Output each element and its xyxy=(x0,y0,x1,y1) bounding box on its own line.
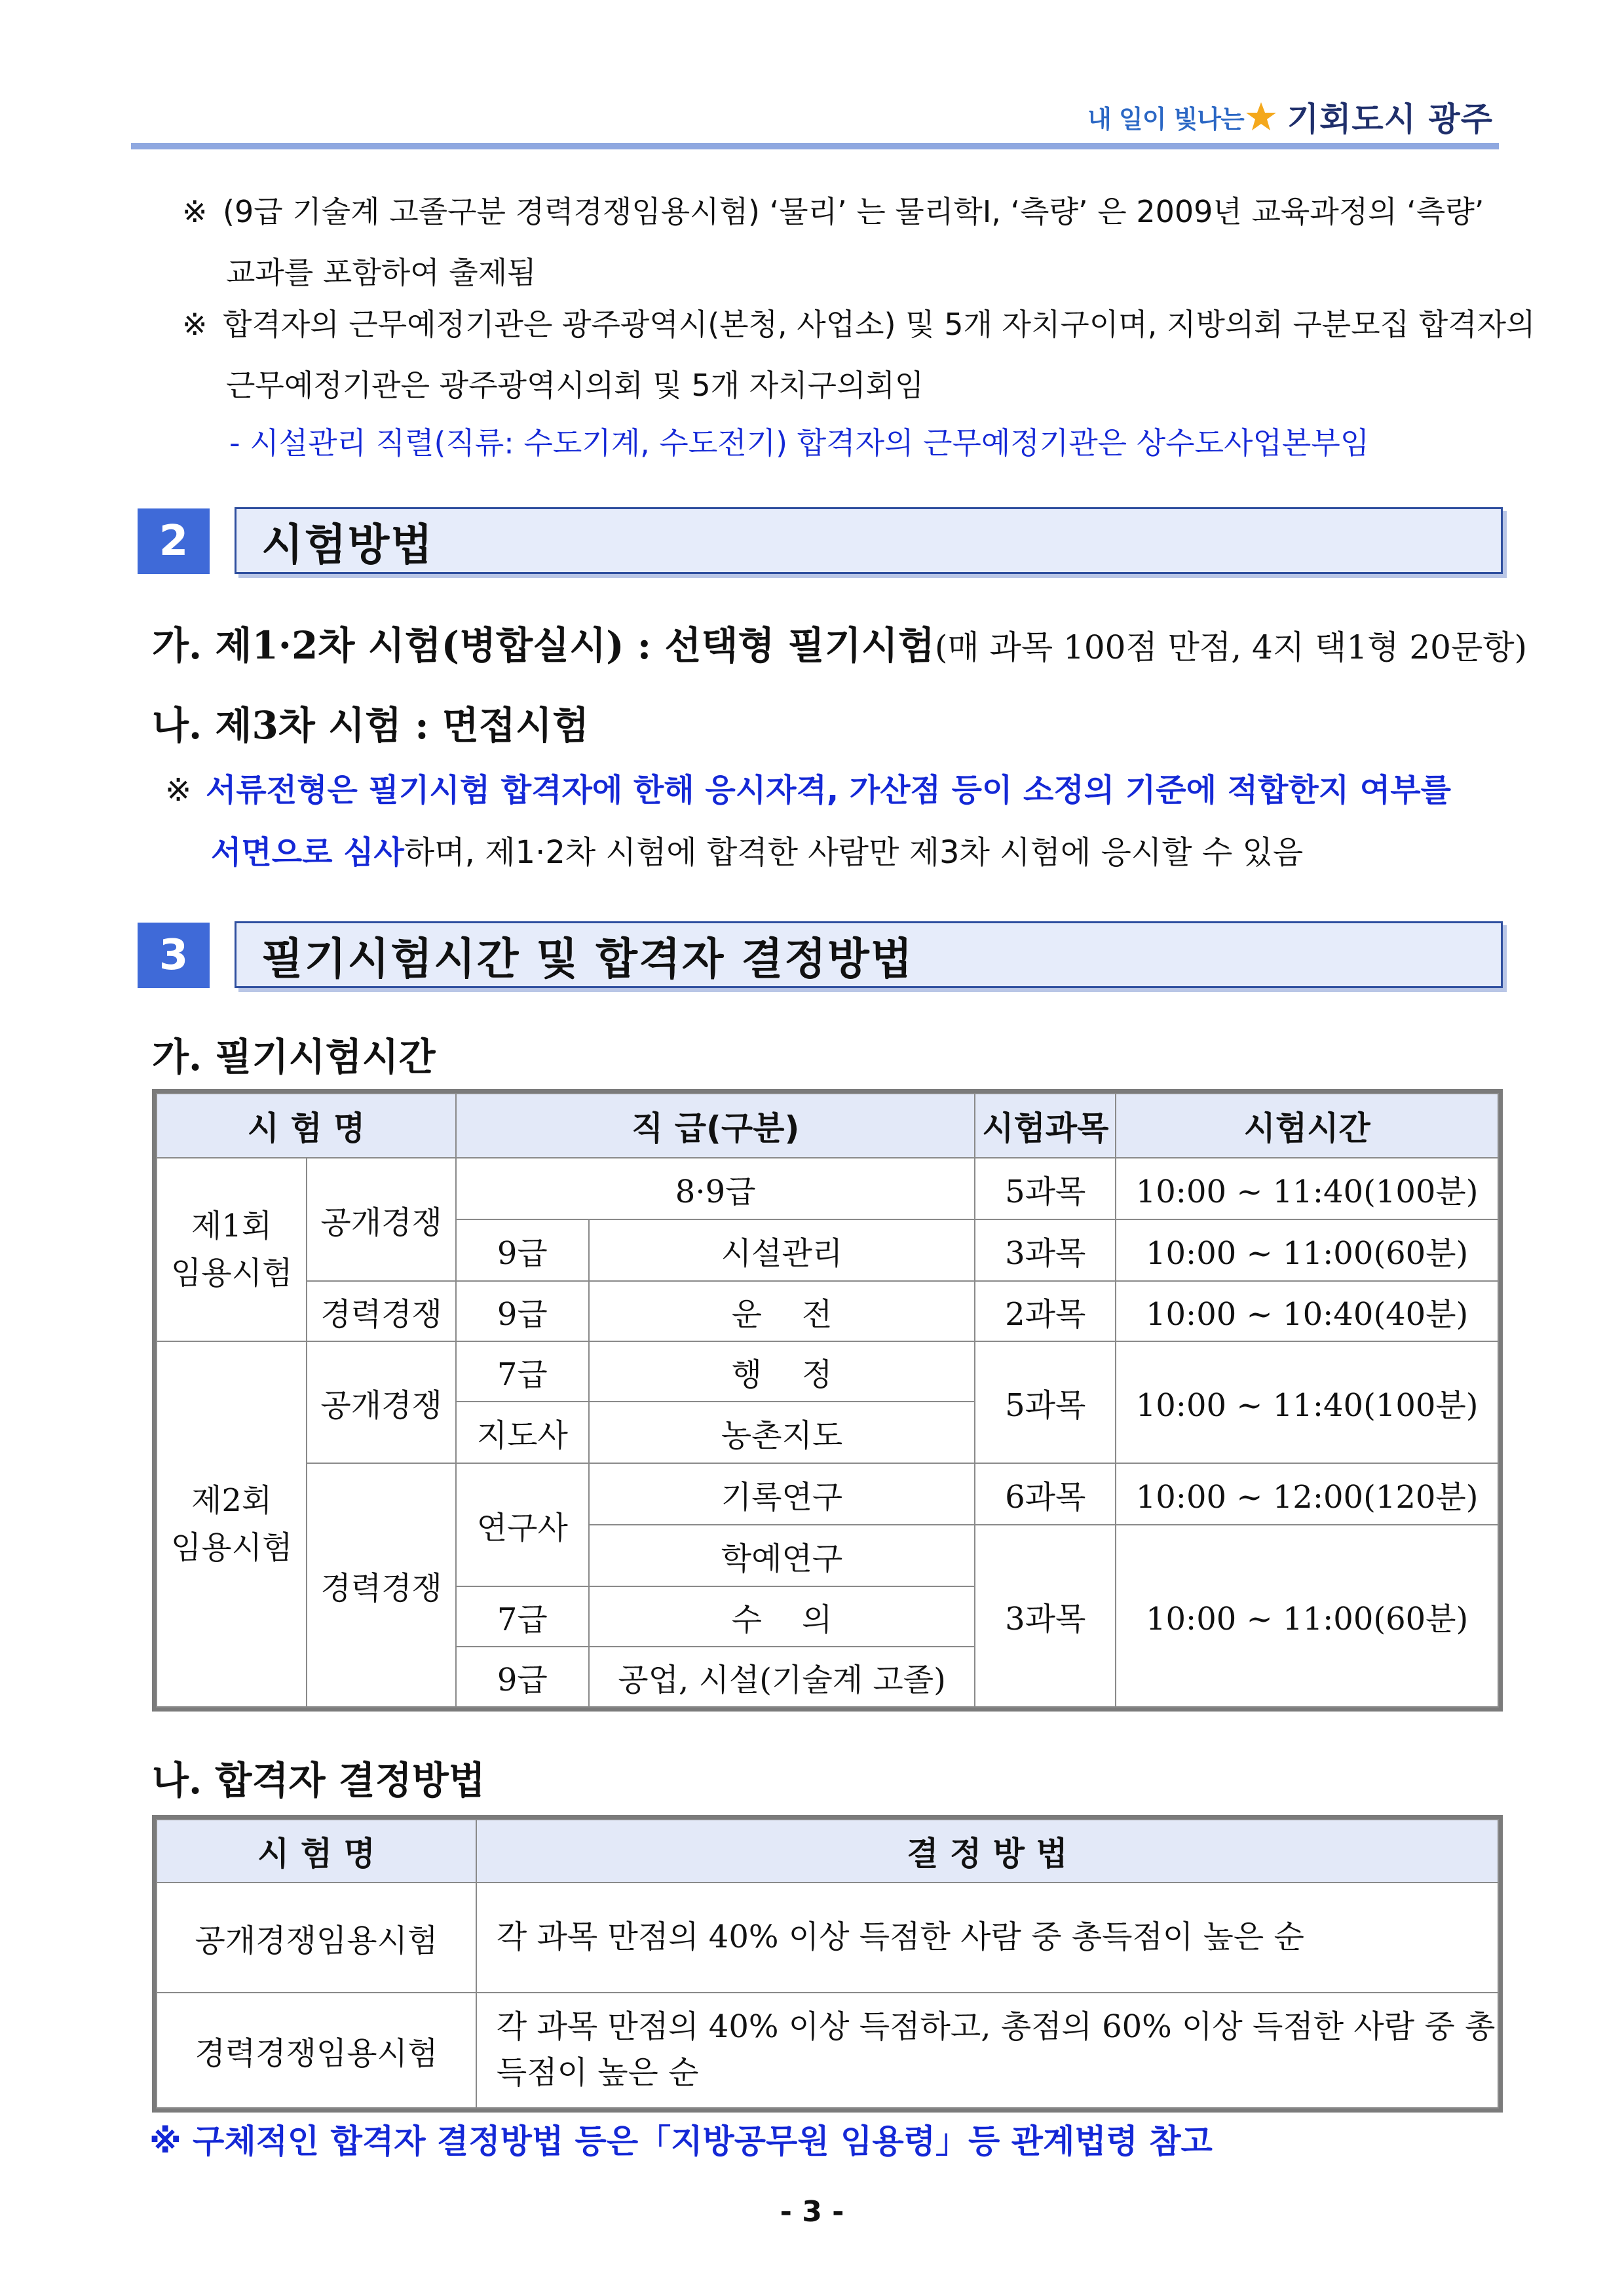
method-item-a-detail: (매 과목 100점 만점, 4지 택1형 20문항) xyxy=(934,628,1528,666)
table-header-row xyxy=(157,1094,1498,1158)
page-number: - 3 - xyxy=(780,2195,844,2229)
field-cell: 공업, 시설(기술계 고졸) xyxy=(589,1647,975,1707)
header-exam: 시 험 명 xyxy=(157,1094,456,1158)
note-mark: ※ xyxy=(165,772,192,809)
exam-round-1: 제1회 임용시험 xyxy=(157,1158,307,1341)
type-career: 경력경쟁 xyxy=(307,1281,456,1341)
grade-cell: 연구사 xyxy=(456,1463,589,1586)
field-cell: 행 정 xyxy=(589,1341,975,1402)
header-grade: 직 급(구분) xyxy=(456,1094,975,1158)
note-2-line-1: 합격자의 근무예정기관은 광주광역시(본청, 사업소) 및 5개 자치구이며, 지방의회 구분모집 합격자의 xyxy=(223,307,1536,342)
time-cell: 10:00 ~ 12:00(120분) xyxy=(1116,1463,1498,1525)
note-2-line-2: 근무예정기관은 광주광역시의회 및 5개 자치구의회임 xyxy=(226,368,924,403)
field-cell: 수 의 xyxy=(589,1586,975,1647)
method-note-highlight: 서면으로 심사 xyxy=(211,834,404,871)
header-time: 시험시간 xyxy=(1116,1094,1498,1158)
note-1 xyxy=(182,194,1484,229)
section-3-heading xyxy=(235,921,1503,988)
time-cell: 10:00 ~ 11:40(100분) xyxy=(1116,1341,1498,1463)
note-1-line-1: (9급 기술계 고졸구분 경력경쟁임용시험) ‘물리’ 는 물리학Ⅰ, ‘측량’ 은 2009년 교육과정의 ‘측량’ xyxy=(223,194,1484,229)
table-header-row xyxy=(157,1820,1498,1883)
grade-cell: 9급 xyxy=(456,1219,589,1281)
time-cell: 10:00 ~ 11:00(60분) xyxy=(1116,1525,1498,1707)
exam-round-2: 제2회 임용시험 xyxy=(157,1341,307,1707)
field-cell: 운 전 xyxy=(589,1281,975,1341)
section-3-title: 필기시험시간 및 합격자 결정방법 xyxy=(261,933,914,984)
table-row xyxy=(157,1463,1498,1525)
method-item-a-main: 가. 제1·2차 시험(병합실시) : 선택형 필기시험 xyxy=(152,623,935,668)
sub-heading-b: 나. 합격자 결정방법 xyxy=(152,1758,485,1803)
logo-city: 기회도시 광주 xyxy=(1287,100,1493,138)
exam-cell: 경력경쟁임용시험 xyxy=(157,1993,476,2108)
method-item-a xyxy=(152,615,1527,670)
section-2-heading xyxy=(235,507,1503,574)
exam-time-table xyxy=(156,1093,1499,1708)
method-cell: 각 과목 만점의 40% 이상 득점한 사람 중 총득점이 높은 순 xyxy=(476,1883,1498,1993)
grade-cell: 7급 xyxy=(456,1586,589,1647)
method-item-b: 나. 제3차 시험 : 면접시험 xyxy=(152,703,589,748)
subjects-cell: 5과목 xyxy=(975,1158,1116,1219)
subjects-cell: 6과목 xyxy=(975,1463,1116,1525)
grade-cell: 지도사 xyxy=(456,1402,589,1463)
table-row xyxy=(157,1281,1498,1341)
grade-cell: 7급 xyxy=(456,1341,589,1402)
header-subjects: 시험과목 xyxy=(975,1094,1116,1158)
method-cell: 각 과목 만점의 40% 이상 득점하고, 총점의 60% 이상 득점한 사람 중 총득점이 높은 순 xyxy=(476,1993,1498,2108)
time-cell: 10:00 ~ 11:00(60분) xyxy=(1116,1219,1498,1281)
sub-heading-a: 가. 필기시험시간 xyxy=(152,1035,436,1079)
section-2-number: 2 xyxy=(138,508,210,574)
grade-cell: 8·9급 xyxy=(456,1158,975,1219)
field-cell: 학예연구 xyxy=(589,1525,975,1586)
table-row xyxy=(157,1993,1498,2108)
subjects-cell: 2과목 xyxy=(975,1281,1116,1341)
field-cell: 시설관리 xyxy=(589,1219,975,1281)
subjects-cell: 5과목 xyxy=(975,1341,1116,1463)
table-row xyxy=(157,1883,1498,1993)
subjects-cell: 3과목 xyxy=(975,1525,1116,1707)
header-method: 결 정 방 법 xyxy=(476,1820,1498,1883)
method-note-line-2 xyxy=(211,827,1303,872)
type-career: 경력경쟁 xyxy=(307,1463,456,1707)
note-1-line-2: 교과를 포함하여 출제됨 xyxy=(226,255,537,290)
section-3-number: 3 xyxy=(138,923,210,988)
time-cell: 10:00 ~ 10:40(40분) xyxy=(1116,1281,1498,1341)
method-note-rest: 하며, 제1·2차 시험에 합격한 사람만 제3차 시험에 응시할 수 있음 xyxy=(404,834,1304,871)
time-cell: 10:00 ~ 11:40(100분) xyxy=(1116,1158,1498,1219)
note-3: - 시설관리 직렬(직류: 수도기계, 수도전기) 합격자의 근무예정기관은 상수도사업본부임 xyxy=(229,425,1370,461)
type-open: 공개경쟁 xyxy=(307,1158,456,1281)
decision-method-table xyxy=(156,1819,1499,2109)
header-rule xyxy=(131,143,1499,149)
table-row xyxy=(157,1158,1498,1219)
exam-cell: 공개경쟁임용시험 xyxy=(157,1883,476,1993)
method-note-line-1: 서류전형은 필기시험 합격자에 한해 응시자격, 가산점 등이 소정의 기준에 적합한지 여부를 xyxy=(206,772,1451,809)
grade-cell: 9급 xyxy=(456,1281,589,1341)
star-icon xyxy=(1245,101,1277,132)
table-row xyxy=(157,1341,1498,1402)
logo-slogan: 내 일이 빛나는 xyxy=(1087,104,1244,134)
field-cell: 농촌지도 xyxy=(589,1402,975,1463)
section-2-title: 시험방법 xyxy=(261,519,434,570)
subjects-cell: 3과목 xyxy=(975,1219,1116,1281)
field-cell: 기록연구 xyxy=(589,1463,975,1525)
grade-cell: 9급 xyxy=(456,1647,589,1707)
final-note: ※ 구체적인 합격자 결정방법 등은「지방공무원 임용령」등 관계법령 참고 xyxy=(149,2122,1213,2160)
header-logo xyxy=(1087,90,1493,143)
method-note xyxy=(165,772,1451,809)
type-open: 공개경쟁 xyxy=(307,1341,456,1463)
note-2 xyxy=(182,307,1536,342)
note-mark: ※ xyxy=(182,307,208,342)
header-exam: 시 험 명 xyxy=(157,1820,476,1883)
note-mark: ※ xyxy=(182,194,208,229)
